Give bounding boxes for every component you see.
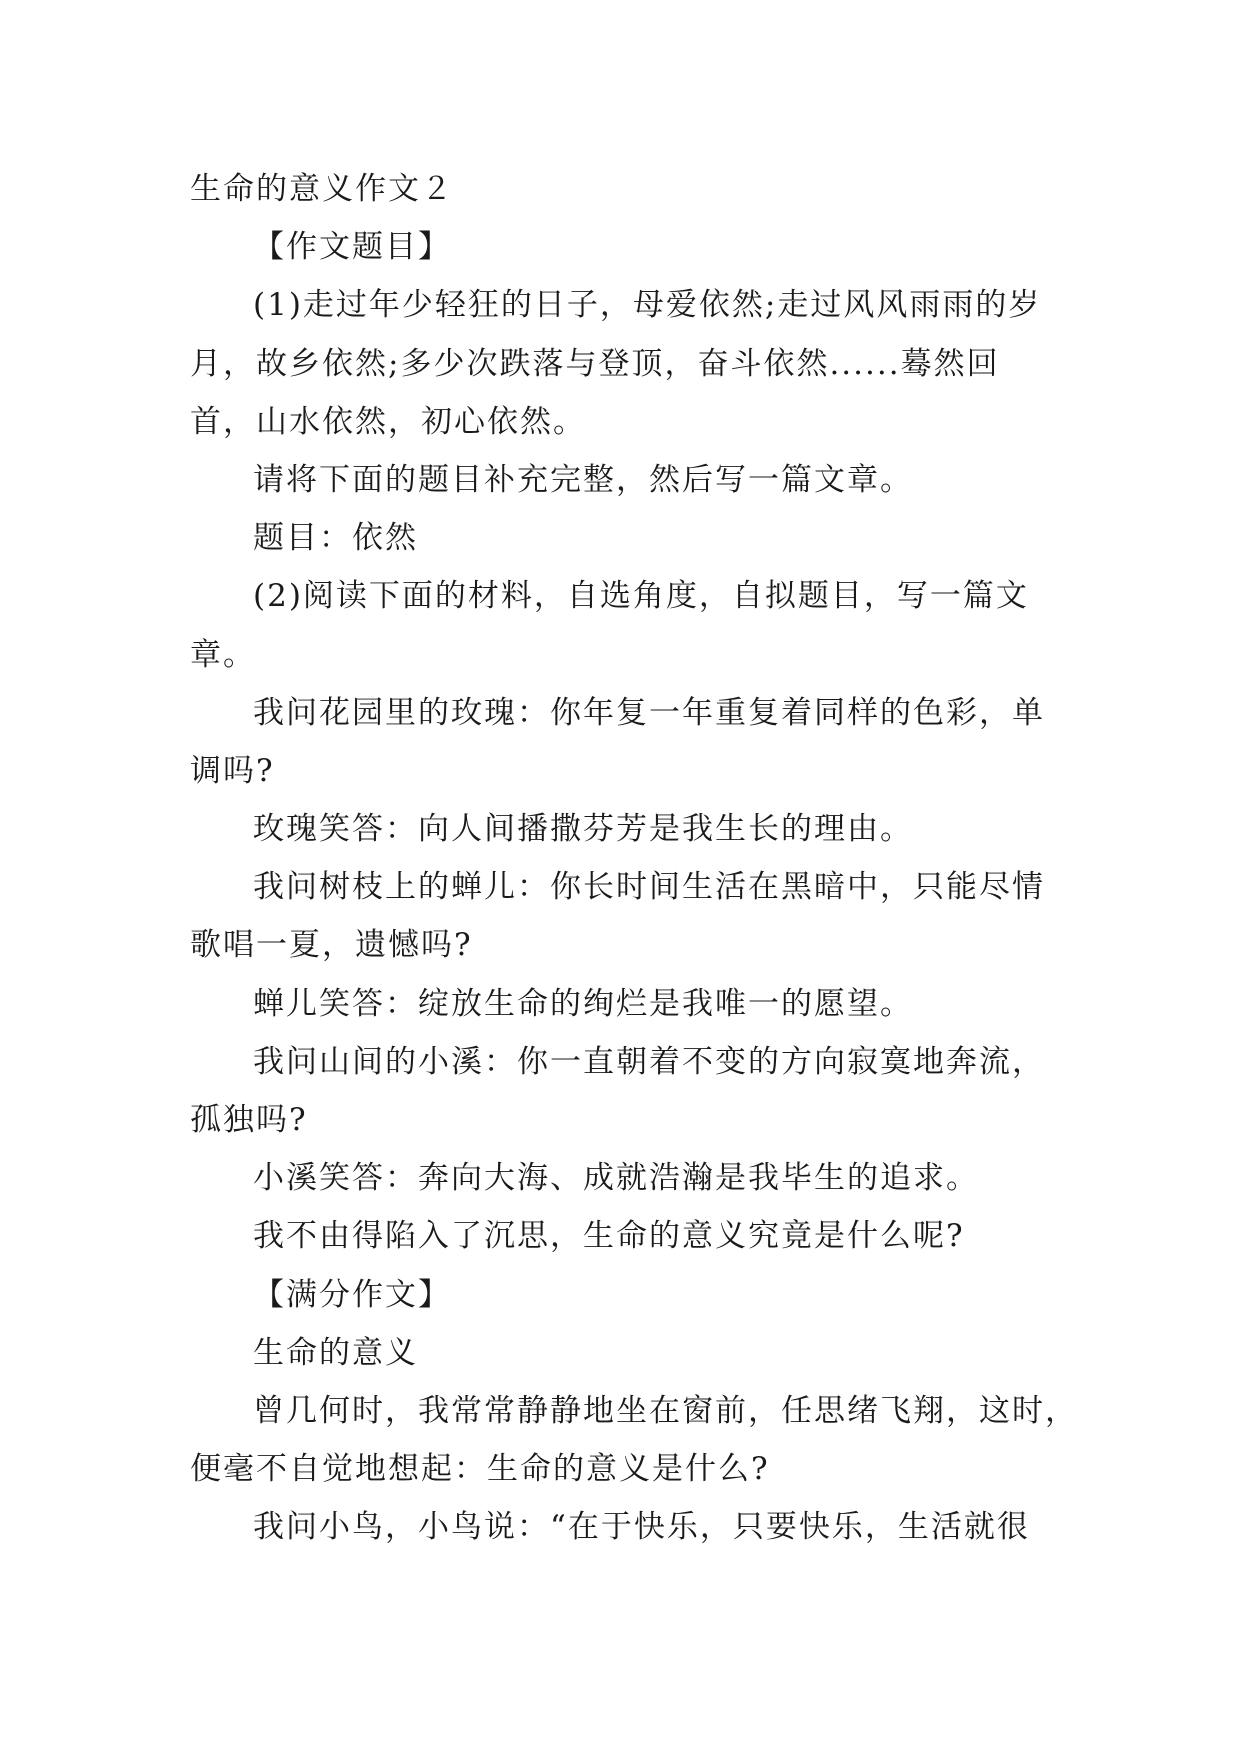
paragraph-line: (2)阅读下面的材料，自选角度，自拟题目，写一篇文 bbox=[253, 578, 1029, 615]
paragraph-line: (1)走过年少轻狂的日子，母爱依然;走过风风雨雨的岁 bbox=[253, 287, 1042, 324]
paragraph-line: 蝉儿笑答：绽放生命的绚烂是我唯一的愿望。 bbox=[253, 985, 913, 1022]
section-heading: 【满分作文】 bbox=[253, 1276, 451, 1313]
paragraph-line: 玫瑰笑答：向人间播撒芬芳是我生长的理由。 bbox=[253, 811, 913, 848]
paragraph-line: 【作文题目】 bbox=[253, 229, 451, 266]
paragraph-line: 小溪笑答：奔向大海、成就浩瀚是我毕生的追求。 bbox=[253, 1160, 979, 1197]
paragraph-line: 我问小鸟，小鸟说：“在于快乐，只要快乐，生活就很 bbox=[253, 1509, 1030, 1546]
paragraph-line: 我问花园里的玫瑰：你年复一年重复着同样的色彩，单 bbox=[253, 694, 1045, 731]
paragraph-line: 便毫不自觉地想起：生命的意义是什么? bbox=[190, 1451, 770, 1488]
paragraph-line: 曾几何时，我常常静静地坐在窗前，任思绪飞翔，这时， bbox=[253, 1392, 1078, 1429]
paragraph-line: 我问山间的小溪：你一直朝着不变的方向寂寞地奔流， bbox=[253, 1043, 1045, 1080]
paragraph-line: 我问树枝上的蝉儿：你长时间生活在黑暗中，只能尽情 bbox=[253, 869, 1045, 906]
paragraph-line: 孤独吗? bbox=[190, 1102, 308, 1138]
document-body bbox=[190, 160, 1078, 1557]
paragraph-line: 请将下面的题目补充完整，然后写一篇文章。 bbox=[253, 461, 913, 498]
paragraph-line: 章。 bbox=[190, 636, 256, 673]
paragraph-line: 首，山水依然，初心依然。 bbox=[190, 403, 586, 440]
paragraph-line: 月，故乡依然;多少次跌落与登顶，奋斗依然......蓦然回 bbox=[190, 345, 1000, 382]
paragraph-line: 歌唱一夏，遗憾吗? bbox=[190, 927, 473, 964]
essay-title: 生命的意义 bbox=[253, 1334, 418, 1371]
paragraph-line: 调吗? bbox=[190, 752, 275, 789]
paragraph-line: 我不由得陷入了沉思，生命的意义究竟是什么呢? bbox=[253, 1218, 965, 1255]
document-title: 生命的意义作文２ bbox=[190, 171, 454, 207]
paragraph-line: 题目：依然 bbox=[253, 520, 418, 557]
